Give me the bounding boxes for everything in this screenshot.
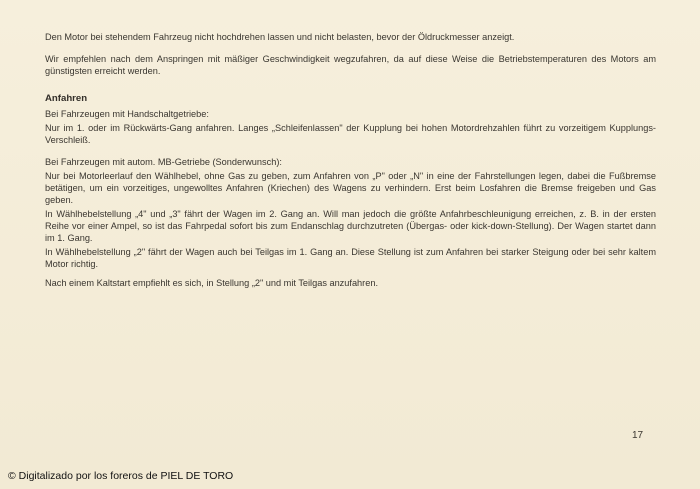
- page-content: [45, 31, 656, 298]
- auto-paragraph-1: Nur bei Motorleerlauf den Wählhebel, ohne Gas zu geben, zum Anfahren von „P" oder „N" in eine der Fahrstellungen legen, dabei die Fußbremse betätigen, um ein vorzeitiges, ungewolltes Anfahren (Kriechen) des Wagens zu verhindern. Erst beim Losfahren die Bremse freigeben und Gas geben.: [45, 170, 656, 205]
- auto-label: Bei Fahrzeugen mit autom. MB-Getriebe (Sonderwunsch):: [45, 156, 282, 167]
- scan-credit: © Digitalizado por los foreros de PIEL DE TORO: [8, 470, 234, 482]
- auto-paragraph-2: In Wählhebelstellung „4" und „3" fährt der Wagen im 2. Gang an. Will man jedoch die größte Anfahrbeschleunigung erreichen, z. B. in der ersten Reihe vor einer Ampel, so ist das Fahrpedal sofort bis zum Endanschlag durchzutreten (Übergas- oder kick-down-Stellung). Der Wagen startet dann im 1. Gang.: [45, 209, 656, 244]
- auto-paragraph-3: In Wählhebelstellung „2" fährt der Wagen auch bei Teilgas im 1. Gang an. Diese Stellung ist zum Anfahren bei starker Steigung oder bei sehr kaltem Motor richtig.: [45, 247, 656, 270]
- section-heading: Anfahren: [45, 92, 88, 104]
- page-number: 17: [632, 430, 644, 441]
- manual-text: Nur im 1. oder im Rückwärts-Gang anfahren. Langes „Schleifenlassen" der Kupplung bei hohen Motordrehzahlen führt zu vorzeitigem Kupplungs-Verschleiß.: [45, 122, 656, 146]
- auto-paragraph-4: Nach einem Kaltstart empfiehlt es sich, in Stellung „2" und mit Teilgas anzufahren.: [45, 277, 378, 288]
- manual-label: Bei Fahrzeugen mit Handschaltgetriebe:: [45, 108, 209, 119]
- paragraph-drive-off: Wir empfehlen nach dem Anspringen mit mäßiger Geschwindigkeit wegzufahren, da auf diese Weise die Betriebstemperaturen des Motors am günstigsten erreicht werden.: [45, 53, 656, 76]
- paragraph-oil-pressure: Den Motor bei stehendem Fahrzeug nicht hochdrehen lassen und nicht belasten, bevor der Öldruckmesser anzeigt.: [45, 32, 515, 42]
